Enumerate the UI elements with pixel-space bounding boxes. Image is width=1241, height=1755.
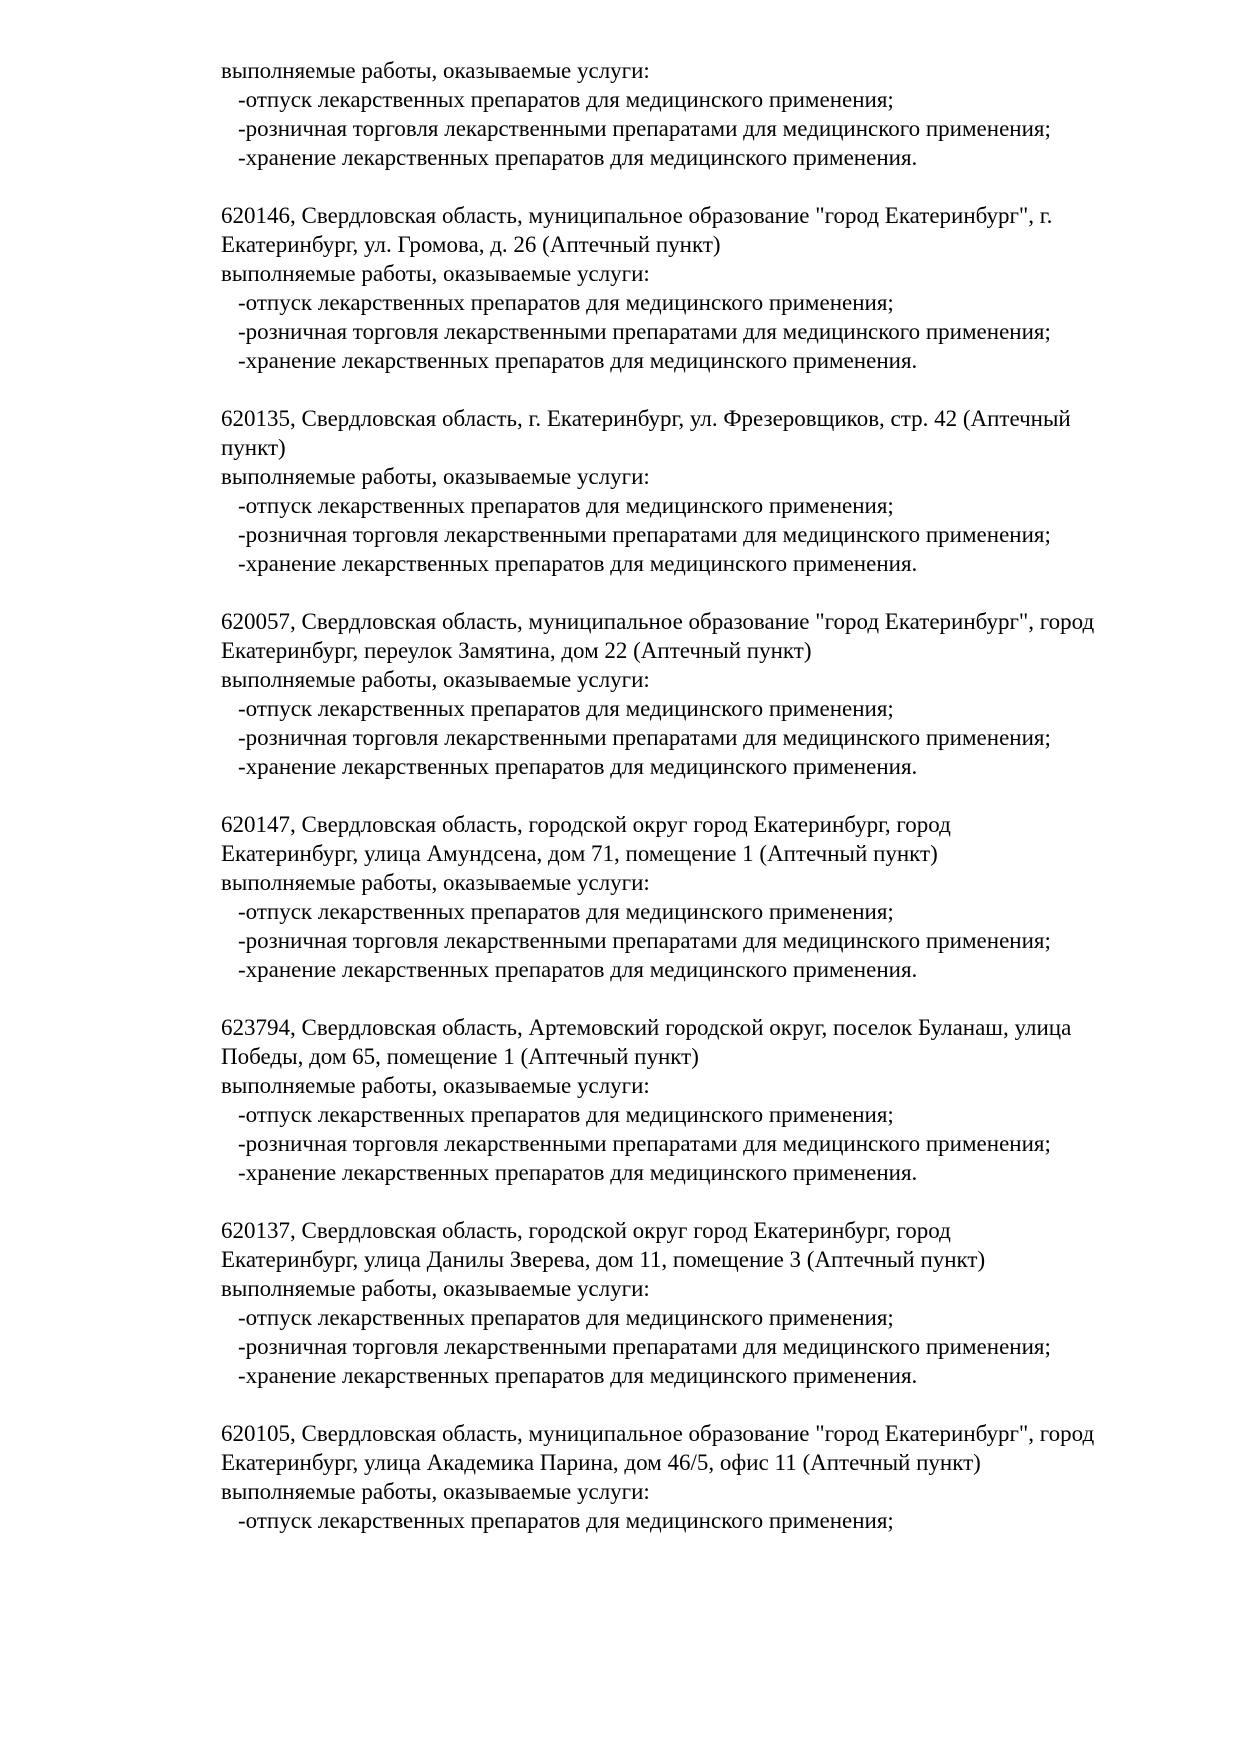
address-line: Екатеринбург, ул. Громова, д. 26 (Аптечный пункт)	[221, 232, 721, 257]
address-line: 620137, Свердловская область, городской округ город Екатеринбург, город	[221, 1218, 951, 1243]
address-line: Екатеринбург, переулок Замятина, дом 22 (Аптечный пункт)	[221, 638, 812, 663]
services-heading: выполняемые работы, оказываемые услуги:	[221, 1479, 650, 1504]
service-item: -хранение лекарственных препаратов для медицинского применения.	[238, 145, 918, 170]
address-line: Екатеринбург, улица Академика Парина, дом 46/5, офис 11 (Аптечный пункт)	[221, 1450, 981, 1475]
service-item: -отпуск лекарственных препаратов для медицинского применения;	[238, 1508, 894, 1533]
services-heading: выполняемые работы, оказываемые услуги:	[221, 1276, 650, 1301]
address-block-6	[221, 1013, 1201, 1187]
address-block-7	[221, 1216, 1201, 1390]
address-block-3	[221, 404, 1201, 578]
service-item: -розничная торговля лекарственными препаратами для медицинского применения;	[238, 1131, 1051, 1156]
service-item: -отпуск лекарственных препаратов для медицинского применения;	[238, 1305, 894, 1330]
service-item: -отпуск лекарственных препаратов для медицинского применения;	[238, 696, 894, 721]
service-item: -розничная торговля лекарственными препаратами для медицинского применения;	[238, 1334, 1051, 1359]
service-item: -отпуск лекарственных препаратов для медицинского применения;	[238, 899, 894, 924]
services-heading: выполняемые работы, оказываемые услуги:	[221, 58, 650, 83]
service-item: -хранение лекарственных препаратов для медицинского применения.	[238, 348, 918, 373]
address-line: 620147, Свердловская область, городской округ город Екатеринбург, город	[221, 812, 951, 837]
service-item: -хранение лекарственных препаратов для медицинского применения.	[238, 957, 918, 982]
service-item: -розничная торговля лекарственными препаратами для медицинского применения;	[238, 928, 1051, 953]
service-item: -розничная торговля лекарственными препаратами для медицинского применения;	[238, 725, 1051, 750]
address-block-5	[221, 810, 1201, 984]
address-line: 620105, Свердловская область, муниципальное образование "город Екатеринбург", город	[221, 1421, 1095, 1446]
address-line: Победы, дом 65, помещение 1 (Аптечный пункт)	[221, 1044, 699, 1069]
service-item: -розничная торговля лекарственными препаратами для медицинского применения;	[238, 522, 1051, 547]
service-item: -отпуск лекарственных препаратов для медицинского применения;	[238, 493, 894, 518]
address-line: 623794, Свердловская область, Артемовский городской округ, поселок Буланаш, улица	[221, 1015, 1072, 1040]
address-line: 620135, Свердловская область, г. Екатеринбург, ул. Фрезеровщиков, стр. 42 (Аптечный	[221, 406, 1071, 431]
document-page	[221, 56, 1201, 1535]
service-item: -хранение лекарственных препаратов для медицинского применения.	[238, 1363, 918, 1388]
services-heading: выполняемые работы, оказываемые услуги:	[221, 1073, 650, 1098]
services-heading: выполняемые работы, оказываемые услуги:	[221, 464, 650, 489]
address-line: 620057, Свердловская область, муниципальное образование "город Екатеринбург", город	[221, 609, 1095, 634]
service-item: -хранение лекарственных препаратов для медицинского применения.	[238, 1160, 918, 1185]
services-heading: выполняемые работы, оказываемые услуги:	[221, 667, 650, 692]
services-heading: выполняемые работы, оказываемые услуги:	[221, 261, 650, 286]
address-block-1	[221, 56, 1201, 172]
service-item: -хранение лекарственных препаратов для медицинского применения.	[238, 551, 918, 576]
address-block-8	[221, 1419, 1201, 1535]
address-block-4	[221, 607, 1201, 781]
service-item: -хранение лекарственных препаратов для медицинского применения.	[238, 754, 918, 779]
service-item: -отпуск лекарственных препаратов для медицинского применения;	[238, 87, 894, 112]
service-item: -розничная торговля лекарственными препаратами для медицинского применения;	[238, 116, 1051, 141]
address-line: Екатеринбург, улица Данилы Зверева, дом 11, помещение 3 (Аптечный пункт)	[221, 1247, 986, 1272]
address-line: Екатеринбург, улица Амундсена, дом 71, помещение 1 (Аптечный пункт)	[221, 841, 938, 866]
address-line: пункт)	[221, 435, 286, 460]
address-block-2	[221, 201, 1201, 375]
services-heading: выполняемые работы, оказываемые услуги:	[221, 870, 650, 895]
service-item: -отпуск лекарственных препаратов для медицинского применения;	[238, 290, 894, 315]
address-line: 620146, Свердловская область, муниципальное образование "город Екатеринбург", г.	[221, 203, 1053, 228]
service-item: -отпуск лекарственных препаратов для медицинского применения;	[238, 1102, 894, 1127]
service-item: -розничная торговля лекарственными препаратами для медицинского применения;	[238, 319, 1051, 344]
